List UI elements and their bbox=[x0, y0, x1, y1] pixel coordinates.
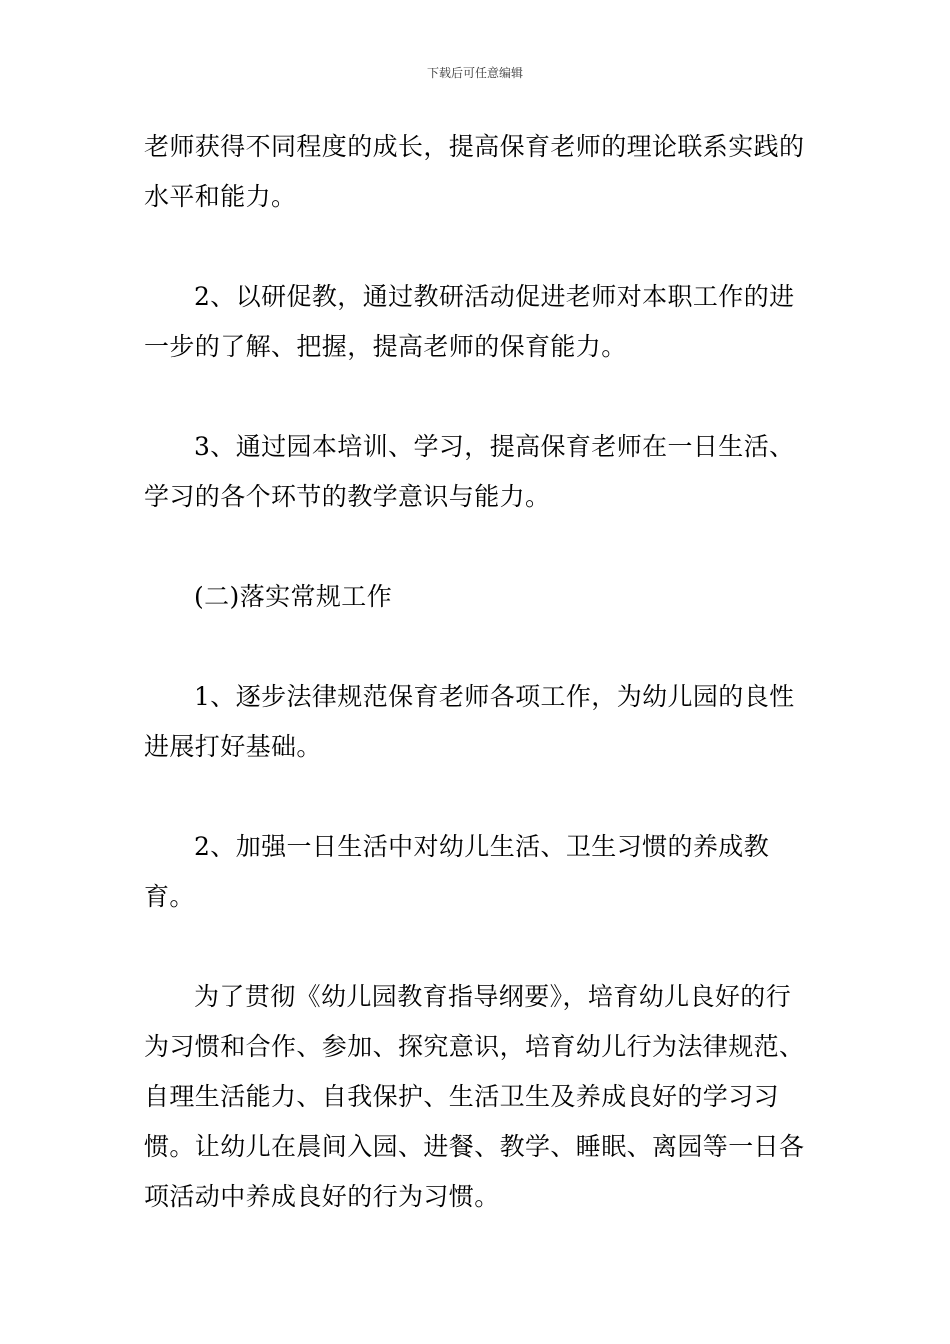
paragraph-item-2b: 2、加强一日生活中对幼儿生活、卫生习惯的养成教育。 bbox=[144, 832, 770, 911]
paragraph-item-3: 3、通过园本培训、学习，提高保育老师在一日生活、学习的各个环节的教学意识与能力。 bbox=[144, 432, 795, 511]
paragraph-continuation: 老师获得不同程度的成长，提高保育老师的理论联系实践的水平和能力。 bbox=[144, 132, 805, 211]
paragraph-body: 为了贯彻《幼儿园教育指导纲要》，培育幼儿良好的行为习惯和合作、参加、探究意识，培育幼儿行为法律规范、自理生活能力、自我保护、生活卫生及养成良好的学习习惯。让幼儿在晨间入园、进餐、教学、睡眠、离园等一日各项活动中养成良好的行为习惯。 bbox=[144, 982, 805, 1211]
paragraph-item-1: 1、逐步法律规范保育老师各项工作，为幼儿园的良性进展打好基础。 bbox=[144, 682, 795, 761]
page-header: 下载后可任意编辑 bbox=[426, 66, 523, 80]
document-body bbox=[144, 122, 814, 1222]
paragraph-item-2: 2、以研促教，通过教研活动促进老师对本职工作的进一步的了解、把握，提高老师的保育能力。 bbox=[144, 282, 795, 361]
section-heading: (二)落实常规工作 bbox=[194, 582, 393, 611]
